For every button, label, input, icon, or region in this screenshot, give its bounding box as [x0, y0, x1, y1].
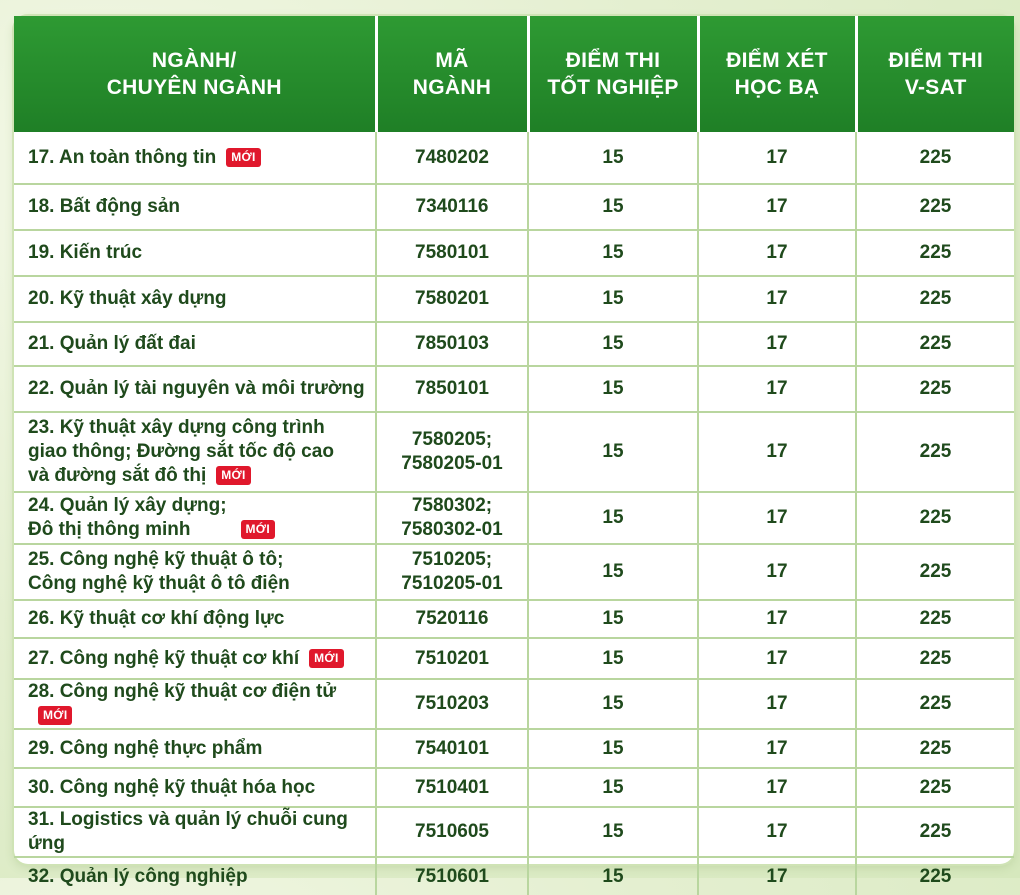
vsat-score-cell: 225: [856, 492, 1014, 544]
major-code-cell: [376, 600, 528, 638]
vsat-score-cell: 225: [856, 600, 1014, 638]
major-name-line: [28, 440, 369, 464]
major-name-cell: [14, 600, 376, 638]
new-badge: MỚI: [226, 148, 260, 167]
table-body: [14, 132, 1014, 895]
vsat-score-cell: 225: [856, 412, 1014, 492]
major-name-line: [28, 287, 369, 311]
major-name-text: 21. Quản lý đất đai: [28, 333, 196, 354]
major-code-cell: [376, 230, 528, 276]
vsat-score-cell: 225: [856, 230, 1014, 276]
exam-score-cell: 15: [528, 729, 698, 768]
table-row: [14, 132, 1014, 184]
major-code-text: 7510205-01: [401, 573, 503, 594]
header-vsat-line2: V-SAT: [904, 76, 967, 99]
transcript-score-cell: 17: [698, 184, 856, 230]
major-name-line: [28, 332, 369, 356]
major-name-line: [28, 737, 369, 761]
major-name-line: [28, 680, 369, 728]
major-code-text: 7580205;: [411, 429, 493, 450]
new-badge: MỚI: [309, 649, 343, 668]
major-code-text: 7850103: [415, 333, 489, 354]
transcript-score-cell: 17: [698, 276, 856, 322]
table-row: [14, 276, 1014, 322]
exam-score-cell: 15: [528, 322, 698, 366]
table-header: [14, 16, 1014, 132]
major-name-line: [28, 776, 369, 800]
major-name-text: 19. Kiến trúc: [28, 242, 143, 263]
major-name-cell: [14, 544, 376, 600]
major-name-cell: [14, 132, 376, 184]
major-code-text: 7520116: [415, 608, 489, 629]
exam-score-cell: 15: [528, 184, 698, 230]
header-major: [14, 16, 376, 132]
major-name-line: [28, 241, 369, 265]
major-code-text: 7510605: [415, 821, 489, 842]
new-badge: MỚI: [38, 706, 72, 725]
major-name-cell: [14, 807, 376, 857]
major-name-text: 31. Logistics và quản lý chuỗi cung ứng: [28, 809, 348, 854]
major-name-line: [28, 146, 369, 170]
major-name-cell: [14, 492, 376, 544]
major-code-cell: [376, 729, 528, 768]
transcript-score-cell: 17: [698, 729, 856, 768]
new-badge: MỚI: [241, 520, 275, 539]
exam-score-cell: 15: [528, 807, 698, 857]
header-exam-score: [528, 16, 698, 132]
major-name-text: 30. Công nghệ kỹ thuật hóa học: [28, 776, 316, 798]
vsat-score-cell: 225: [856, 807, 1014, 857]
table-row: [14, 600, 1014, 638]
vsat-score-cell: 225: [856, 768, 1014, 807]
major-code-text: 7510201: [415, 647, 489, 669]
transcript-score-cell: 17: [698, 322, 856, 366]
major-name-cell: [14, 366, 376, 412]
major-name-text: Công nghệ kỹ thuật ô tô điện: [28, 573, 290, 594]
transcript-score-cell: 17: [698, 492, 856, 544]
major-name-cell: [14, 857, 376, 895]
exam-score-cell: 15: [528, 638, 698, 679]
transcript-score-cell: 17: [698, 544, 856, 600]
transcript-score-cell: 17: [698, 230, 856, 276]
major-code-cell: [376, 132, 528, 184]
major-code-text: 7580302-01: [401, 519, 503, 540]
header-exam-line1: ĐIỂM THI: [565, 49, 661, 72]
exam-score-cell: 15: [528, 132, 698, 184]
major-code-text: 7540101: [415, 737, 489, 759]
exam-score-cell: 15: [528, 412, 698, 492]
major-name-line: [28, 494, 369, 518]
major-name-text: 24. Quản lý xây dựng;: [28, 495, 227, 516]
major-name-cell: [14, 276, 376, 322]
major-name-line: [28, 865, 369, 889]
major-name-cell: [14, 729, 376, 768]
major-name-line: [28, 377, 369, 401]
major-code-cell: [376, 807, 528, 857]
vsat-score-cell: 225: [856, 366, 1014, 412]
major-code-text: 7850101: [415, 378, 489, 399]
exam-score-cell: 15: [528, 230, 698, 276]
vsat-score-cell: 225: [856, 679, 1014, 729]
exam-score-cell: 15: [528, 544, 698, 600]
major-name-text: 25. Công nghệ kỹ thuật ô tô;: [28, 549, 284, 570]
exam-score-cell: 15: [528, 857, 698, 895]
header-major-line1: NGÀNH/: [151, 49, 237, 72]
major-code-text: 7480202: [415, 146, 489, 168]
table-row: [14, 807, 1014, 857]
header-code-line1: MÃ: [435, 49, 469, 72]
transcript-score-cell: 17: [698, 638, 856, 679]
table-row: [14, 184, 1014, 230]
table-row: [14, 366, 1014, 412]
header-vsat-line1: ĐIỂM THI: [888, 49, 984, 72]
major-code-text: 7510203: [415, 693, 489, 714]
major-code-cell: [376, 276, 528, 322]
major-code-cell: [376, 184, 528, 230]
vsat-score-cell: 225: [919, 865, 952, 887]
vsat-score-cell: 225: [856, 184, 1014, 230]
major-code-cell: [376, 679, 528, 729]
major-name-text: 20. Kỹ thuật xây dựng: [28, 288, 227, 309]
major-name-line: [28, 195, 369, 219]
vsat-score-cell: 225: [856, 132, 1014, 184]
transcript-score-cell: 17: [698, 768, 856, 807]
vsat-score-cell: 225: [856, 638, 1014, 679]
major-name-line: [28, 572, 369, 596]
vsat-score-cell: 225: [856, 276, 1014, 322]
vsat-score-cell: 225: [856, 729, 1014, 768]
major-name-text: 18. Bất động sản: [28, 196, 181, 217]
major-code-text: 7580302;: [411, 495, 493, 516]
major-name-text: 28. Công nghệ kỹ thuật cơ điện tử: [28, 681, 337, 702]
table-row: [14, 230, 1014, 276]
table-row: [14, 638, 1014, 679]
major-name-text: 22. Quản lý tài nguyên và môi trường: [28, 378, 365, 399]
transcript-score-cell: 17: [698, 366, 856, 412]
major-code-text: 7580201: [415, 288, 489, 309]
major-name-text: 29. Công nghệ thực phẩm: [28, 737, 263, 759]
transcript-score-cell: 17: [698, 857, 856, 895]
major-name-cell: [14, 184, 376, 230]
major-name-cell: [14, 412, 376, 492]
major-code-text: 7510601: [415, 865, 489, 887]
exam-score-cell: 15: [528, 492, 698, 544]
major-name-line: [28, 416, 369, 440]
header-vsat-score: [856, 16, 1014, 132]
transcript-score-cell: 17: [698, 412, 856, 492]
table-row: [14, 679, 1014, 729]
major-name-cell: [14, 322, 376, 366]
major-name-line: [28, 518, 369, 542]
major-code-text: 7340116: [415, 196, 489, 217]
transcript-score-cell: 17: [698, 679, 856, 729]
major-name-cell: [14, 638, 376, 679]
table-row: [14, 492, 1014, 544]
header-major-line2: CHUYÊN NGÀNH: [106, 76, 282, 99]
admission-score-table: [14, 16, 1014, 895]
major-code-cell: [376, 638, 528, 679]
transcript-score-cell: 17: [698, 807, 856, 857]
major-code-cell: [376, 544, 528, 600]
table-row: [14, 544, 1014, 600]
table-row: [14, 857, 1014, 895]
major-name-cell: [14, 768, 376, 807]
new-badge: MỚI: [216, 466, 250, 485]
transcript-score-cell: 17: [698, 132, 856, 184]
admission-score-table-card: [14, 16, 1014, 887]
exam-score-cell: 15: [528, 276, 698, 322]
exam-score-cell: 15: [528, 366, 698, 412]
exam-score-cell: 15: [528, 600, 698, 638]
major-code-cell: [376, 492, 528, 544]
major-name-line: [28, 548, 369, 572]
table-row: [14, 322, 1014, 366]
header-code: [376, 16, 528, 132]
major-code-cell: [376, 768, 528, 807]
major-name-text: 27. Công nghệ kỹ thuật cơ khí: [28, 647, 300, 669]
major-code-cell: [376, 322, 528, 366]
major-name-line: [28, 808, 369, 856]
header-transcript-score: [698, 16, 856, 132]
vsat-score-cell: 225: [856, 544, 1014, 600]
major-name-text: 32. Quản lý công nghiệp: [28, 865, 248, 887]
major-name-text: và đường sắt đô thị: [28, 465, 207, 486]
header-code-line2: NGÀNH: [412, 76, 492, 99]
major-name-line: [28, 607, 369, 631]
major-name-cell: [14, 679, 376, 729]
major-code-text: 7580101: [415, 242, 489, 263]
table-row: [14, 412, 1014, 492]
major-name-text: Đô thị thông minh: [28, 519, 191, 540]
major-name-line: [28, 647, 369, 671]
major-code-text: 7580205-01: [401, 453, 503, 474]
table-row: [14, 729, 1014, 768]
exam-score-cell: 15: [528, 679, 698, 729]
major-name-text: giao thông; Đường sắt tốc độ cao: [28, 441, 334, 462]
exam-score-cell: 15: [528, 768, 698, 807]
major-name-text: 17. An toàn thông tin: [28, 146, 217, 168]
major-name-text: 26. Kỹ thuật cơ khí động lực: [28, 608, 285, 629]
vsat-score-cell: 225: [856, 322, 1014, 366]
table-row: [14, 768, 1014, 807]
major-code-cell: [376, 857, 528, 895]
transcript-score-cell: 17: [698, 600, 856, 638]
major-code-cell: [376, 412, 528, 492]
header-transcript-line2: HỌC BẠ: [734, 76, 820, 99]
major-code-text: 7510205;: [411, 549, 493, 570]
major-code-text: 7510401: [415, 776, 489, 798]
major-name-cell: [14, 230, 376, 276]
header-exam-line2: TỐT NGHIỆP: [547, 76, 679, 99]
header-transcript-line1: ĐIỂM XÉT: [726, 49, 828, 72]
major-name-line: [28, 464, 369, 488]
major-name-text: 23. Kỹ thuật xây dựng công trình: [28, 417, 325, 438]
major-code-cell: [376, 366, 528, 412]
